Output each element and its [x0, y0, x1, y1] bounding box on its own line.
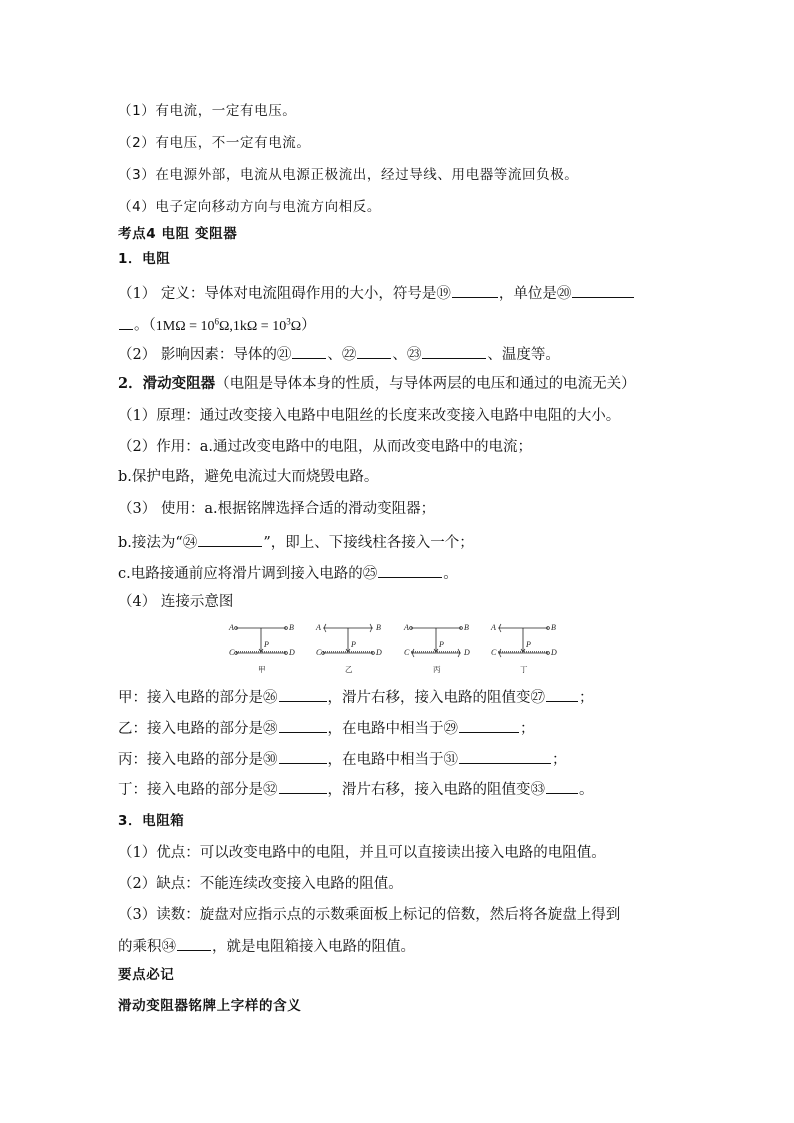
rheostat-use-b: b.接法为“㉔ ”，即上、下接线柱各接入一个；: [118, 531, 474, 553]
blank-20-cont[interactable]: [119, 314, 133, 330]
blank-32[interactable]: [279, 778, 327, 794]
svg-text:P: P: [526, 640, 531, 649]
rheostat-function-a: （2）作用：a.通过改变电路中的电阻，从而改变电路中的电流；: [118, 439, 532, 455]
diagram-title: （4） 连接示意图: [118, 594, 234, 610]
svg-text:D: D: [464, 648, 470, 657]
svg-text:乙: 乙: [345, 665, 353, 674]
diagram-ding: [490, 623, 557, 674]
blank-24[interactable]: [198, 531, 262, 547]
rheostat-connection-diagram: [226, 615, 556, 677]
blank-27[interactable]: [546, 686, 578, 702]
jia-line: 甲：接入电路的部分是㉖ ，滑片右移，接入电路的阻值变㉗ ；: [118, 686, 594, 708]
rheostat-principle: （1）原理：通过改变接入电路中电阻丝的长度来改变接入电路中电阻的大小。: [118, 408, 621, 424]
blank-20[interactable]: [572, 282, 634, 298]
box-disadvantage: （2）缺点：不能连续改变接入电路的阻值。: [118, 876, 403, 892]
diagram-jia: [228, 623, 295, 674]
svg-text:C: C: [491, 648, 497, 657]
rheostat-use-c: c.电路接通前应将滑片调到接入电路的㉕ 。: [118, 562, 458, 584]
svg-text:B: B: [376, 623, 381, 632]
blank-33[interactable]: [546, 778, 578, 794]
key-points-heading: 要点必记: [118, 967, 175, 983]
svg-text:甲: 甲: [258, 665, 266, 674]
note-4: （4）电子定向移动方向与电流方向相反。: [118, 199, 381, 215]
rheostat-heading-line: 2．滑动变阻器（电阻是导体本身的性质，与导体两层的电压和通过的电流无关）: [118, 375, 636, 392]
box-reading-b: 的乘积㉞ ，就是电阻箱接入电路的阻值。: [118, 935, 415, 957]
svg-text:D: D: [551, 648, 557, 657]
blank-23[interactable]: [422, 343, 486, 359]
svg-text:C: C: [229, 648, 235, 657]
blank-34[interactable]: [177, 935, 211, 951]
rheostat-use-a: （3） 使用：a.根据铭牌选择合适的滑动变阻器；: [118, 501, 436, 517]
svg-text:D: D: [376, 648, 382, 657]
svg-text:丁: 丁: [520, 665, 528, 674]
resistance-heading: 1．电阻: [118, 251, 171, 267]
svg-text:A: A: [316, 623, 321, 632]
blank-28[interactable]: [279, 717, 327, 733]
rheostat-heading: 2．滑动变阻器: [118, 375, 216, 392]
blank-29[interactable]: [459, 717, 519, 733]
svg-text:A: A: [491, 623, 496, 632]
blank-25[interactable]: [378, 562, 442, 578]
svg-text:P: P: [351, 640, 356, 649]
blank-26[interactable]: [279, 686, 327, 702]
ding-line: 丁：接入电路的部分是㉜ ，滑片右移，接入电路的阻值变㉝ 。: [118, 778, 594, 800]
rheostat-function-b: b.保护电路，避免电流过大而烧毁电路。: [118, 469, 379, 485]
yi-line: 乙：接入电路的部分是㉘ ，在电路中相当于㉙ ；: [118, 717, 535, 739]
blank-30[interactable]: [279, 748, 327, 764]
note-3: （3）在电源外部，电流从电源正极流出，经过导线、用电器等流回负极。: [118, 167, 579, 183]
nameplate-heading: 滑动变阻器铭牌上字样的含义: [118, 998, 302, 1014]
svg-text:C: C: [404, 648, 410, 657]
diagram-bing: [403, 623, 470, 674]
resistance-unit-line: 。$(1M\Omega = 10^6\Omega,1k\Omega = 10^3\Omega)$: [118, 311, 316, 337]
svg-text:B: B: [289, 623, 294, 632]
svg-text:P: P: [439, 640, 444, 649]
svg-text:B: B: [551, 623, 556, 632]
blank-19[interactable]: [452, 282, 498, 298]
note-1: （1）有电流，一定有电压。: [118, 103, 297, 119]
svg-text:P: P: [264, 640, 269, 649]
svg-text:A: A: [404, 623, 409, 632]
blank-31[interactable]: [459, 748, 551, 764]
resistance-definition: （1） 定义：导体对电流阻碍作用的大小，符号是⑲ ，单位是⑳: [118, 282, 635, 304]
resistance-factors: （2） 影响因素：导体的㉑ 、㉒ 、㉓ 、温度等。: [118, 343, 560, 365]
svg-text:丙: 丙: [433, 665, 441, 674]
resistance-box-heading: 3．电阻箱: [118, 813, 185, 829]
diagram-yi: [315, 623, 382, 674]
svg-text:C: C: [316, 648, 322, 657]
section-title: 考点4 电阻 变阻器: [118, 226, 238, 242]
svg-text:D: D: [289, 648, 295, 657]
box-reading-a: （3）读数：旋盘对应指示点的示数乘面板上标记的倍数，然后将各旋盘上得到: [118, 907, 621, 923]
bing-line: 丙：接入电路的部分是㉚ ，在电路中相当于㉛ ；: [118, 748, 567, 770]
unit-formula: $1M\Omega = 10^6\Omega,1k\Omega = 10^3\Omega$: [155, 316, 302, 334]
box-advantage: （1）优点：可以改变电路中的电阻，并且可以直接读出接入电路的电阻值。: [118, 845, 606, 861]
svg-text:B: B: [464, 623, 469, 632]
blank-22[interactable]: [357, 343, 391, 359]
svg-text:A: A: [229, 623, 234, 632]
blank-21[interactable]: [292, 343, 326, 359]
note-2: （2）有电压，不一定有电流。: [118, 135, 311, 151]
